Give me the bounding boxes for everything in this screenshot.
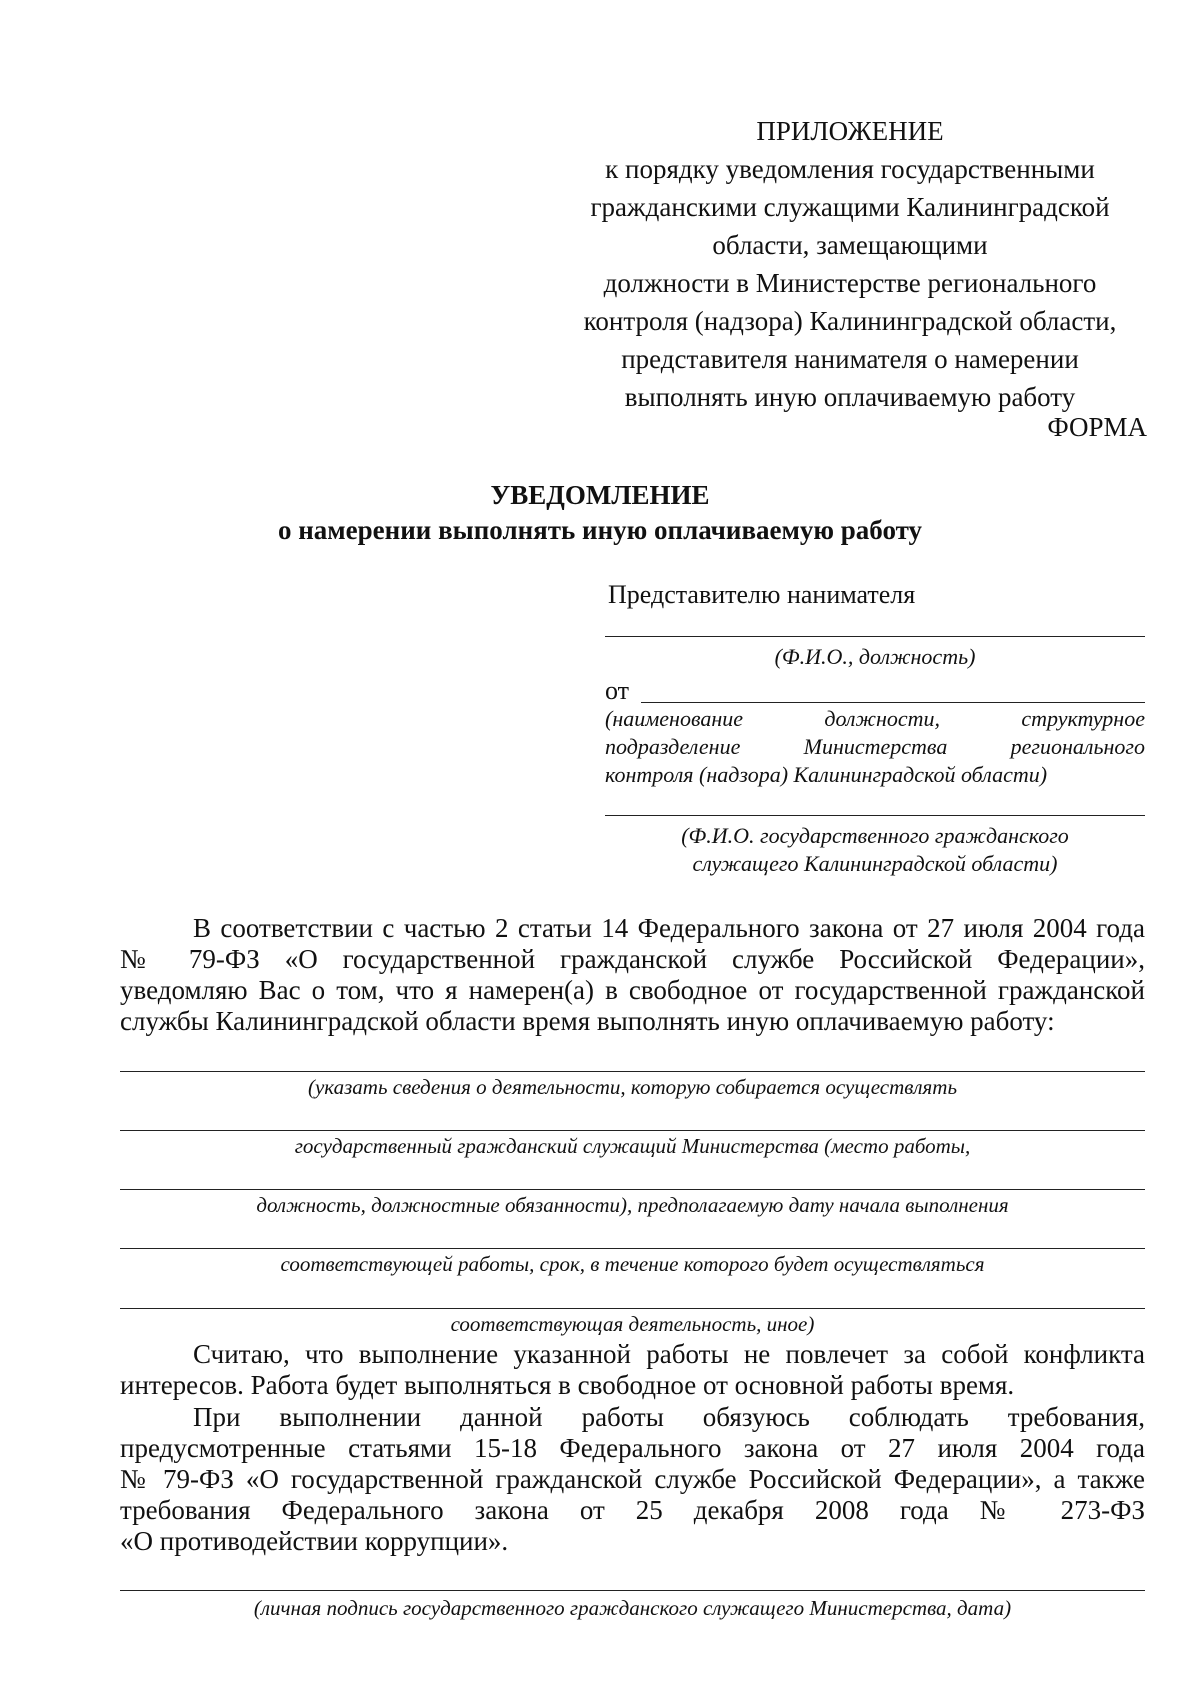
- appendix-line: должности в Министерстве регионального: [603, 268, 1097, 298]
- activity-line: [120, 1130, 1145, 1131]
- obligation-line: требования Федерального закона от 25 декабря 2008 года № 273-ФЗ: [120, 1495, 1145, 1525]
- signature-line: [120, 1590, 1145, 1591]
- document-title: УВЕДОМЛЕНИЕ: [490, 480, 710, 510]
- fio-caption-line: (Ф.И.О. государственного гражданского: [681, 823, 1069, 848]
- appendix-line: контроля (надзора) Калининградской области,: [583, 306, 1117, 336]
- signature-caption: (личная подпись государственного гражданского служащего Министерства, дата): [253, 1596, 1012, 1620]
- from-line: [641, 702, 1145, 703]
- obligation-line: № 79-ФЗ «О государственной гражданской службе Российской Федерации», а также: [120, 1464, 1145, 1494]
- intro-line: № 79-ФЗ «О государственной гражданской службе Российской Федерации»,: [120, 944, 1145, 974]
- intro-line: уведомляю Вас о том, что я намерен(а) в свободное от государственной гражданской: [120, 975, 1145, 1005]
- appendix-line: выполнять иную оплачиваемую работу: [624, 382, 1076, 412]
- activity-line: [120, 1189, 1145, 1190]
- from-caption-line: (наименование должности, структурное: [605, 706, 1145, 731]
- intro-paragraph: [120, 913, 1145, 1037]
- document-subtitle: о намерении выполнять иную оплачиваемую работу: [277, 515, 923, 545]
- addressee-caption: (Ф.И.О., должность): [774, 644, 976, 669]
- from-label: от: [605, 676, 630, 705]
- activity-caption: должность, должностные обязанности), предполагаемую дату начала выполнения: [256, 1193, 1009, 1217]
- conflict-line: Считаю, что выполнение указанной работы не повлечет за собой конфликта: [193, 1339, 1145, 1369]
- intro-line: службы Калининградской области время выполнять иную оплачиваемую работу:: [120, 1006, 1055, 1036]
- intro-line: В соответствии с частью 2 статьи 14 Федерального закона от 27 июля 2004 года: [193, 913, 1145, 943]
- activity-line: [120, 1071, 1145, 1072]
- activity-caption: соответствующей работы, срок, в течение которого будет осуществляться: [280, 1252, 985, 1276]
- appendix-title: ПРИЛОЖЕНИЕ: [756, 116, 944, 146]
- activity-line: [120, 1308, 1145, 1309]
- addressee-label: Представителю нанимателя: [608, 580, 916, 609]
- conflict-line: интересов. Работа будет выполняться в свободное от основной работы время.: [120, 1370, 1015, 1400]
- obligation-line: «О противодействии коррупции».: [120, 1526, 509, 1556]
- appendix-line: гражданскими служащими Калининградской: [590, 192, 1110, 222]
- fio-caption-line: служащего Калининградской области): [692, 851, 1058, 876]
- form-label: ФОРМА: [1047, 412, 1147, 442]
- activity-caption: (указать сведения о деятельности, которую собирается осуществлять: [307, 1075, 957, 1099]
- conflict-paragraph: [120, 1339, 1145, 1401]
- obligation-line: При выполнении данной работы обязуюсь соблюдать требования,: [193, 1402, 1145, 1432]
- from-caption-line: контроля (надзора) Калининградской области): [605, 762, 1048, 787]
- obligation-line: предусмотренные статьями 15-18 Федерального закона от 27 июля 2004 года: [120, 1433, 1145, 1463]
- obligation-paragraph: [120, 1402, 1145, 1557]
- appendix-line: области, замещающими: [712, 230, 988, 260]
- activity-caption: соответствующая деятельность, иное): [450, 1312, 815, 1336]
- appendix-line: к порядку уведомления государственными: [605, 154, 1095, 184]
- from-caption-line: подразделение Министерства регионального: [605, 734, 1145, 759]
- appendix-header: [560, 112, 1140, 416]
- appendix-line: представителя нанимателя о намерении: [621, 344, 1079, 374]
- fio-line: [605, 815, 1145, 816]
- activity-caption: государственный гражданский служащий Министерства (место работы,: [294, 1134, 971, 1158]
- activity-line: [120, 1248, 1145, 1249]
- addressee-line: [605, 636, 1145, 637]
